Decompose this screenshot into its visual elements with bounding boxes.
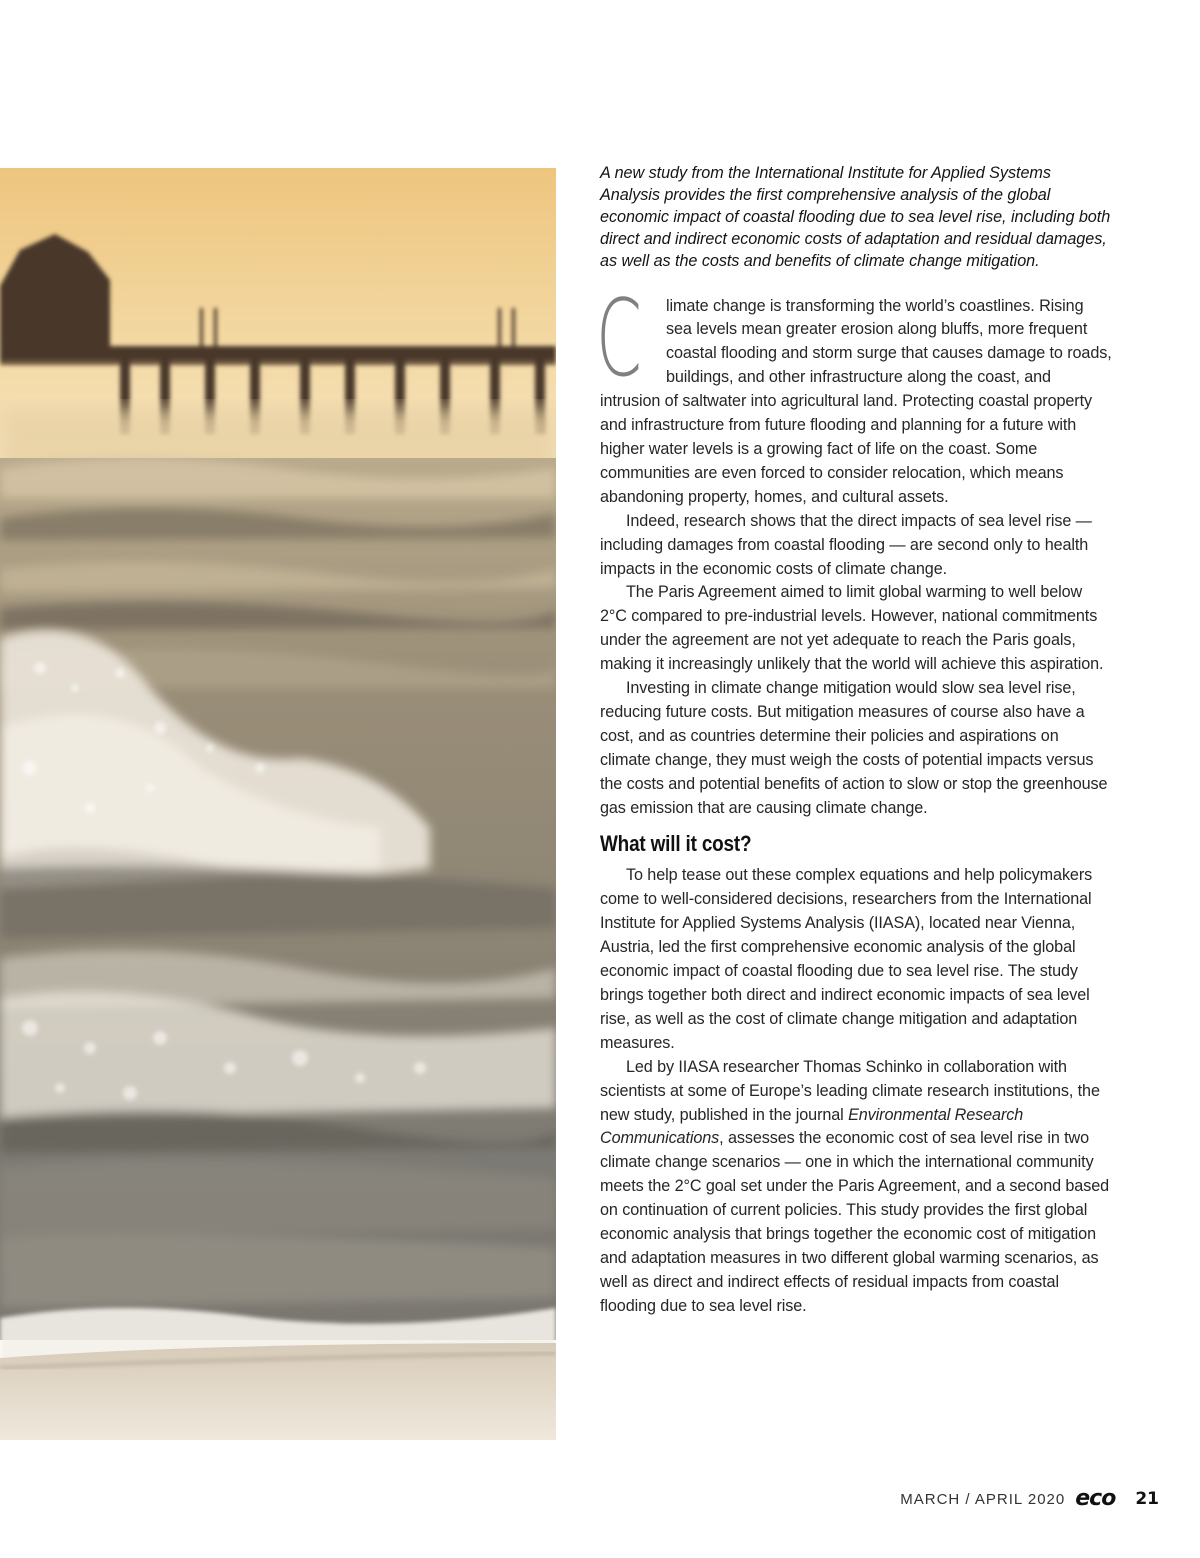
article-body (596, 276, 1112, 1319)
page-footer (900, 1487, 1159, 1511)
paragraph-1-text: limate change is transforming the world’s coastlines. Rising sea levels mean greater erosion along bluffs, more frequent coastal flooding and storm surge that causes damage to roads, buildings, and other infrastructure along the coast, and intrusion of saltwater into agricultural land. Protecting coastal property and infrastructure from future flooding and planning for a future with higher water levels is a growing fact of life on the coast. Some communities are even forced to consider relocation, which means abandoning property, homes, and cultural assets. (600, 296, 1112, 506)
journal-title: Environmental Research Communications (600, 1105, 1024, 1148)
article-deck: A new study from the International Institute for Applied Systems Analysis provides the first comprehensive analysis of the global economic impact of coastal flooding due to sea level rise, including both direct and indirect economic costs of adaptation and residual damages, as well as the costs and benefits of climate change mitigation. (600, 164, 1111, 270)
coastal-pier-photo (0, 168, 556, 1440)
paragraph-2: Indeed, research shows that the direct impacts of sea level rise — including damages from coastal flooding — are second only to health impacts in the economic costs of climate change. (600, 511, 1092, 578)
drop-cap: C (596, 276, 642, 400)
section-heading: What will it cost? (600, 831, 752, 857)
paragraph-4: Investing in climate change mitigation would slow sea level rise, reducing future costs. But mitigation measures of course also have a cost, and as countries determine their policies and aspirations on climate change, they must weigh the costs of potential impacts versus the costs and potential benefits of action to slow or stop the greenhouse gas emission that are causing climate change. (600, 679, 1108, 817)
magazine-logo: eco (1075, 1486, 1116, 1511)
paragraph-1 (596, 276, 1112, 510)
paragraph-6-text-b: , assesses the economic cost of sea level rise in two climate change scenarios — one in which the international community meets the 2°C goal set under the Paris Agreement, and a second based on continuation of current policies. This study provides the first global economic analysis that brings together the economic cost of mitigation and adaptation measures in two different global warming scenarios, as well as direct and indirect effects of residual impacts from coastal flooding due to sea level rise. (600, 1129, 1110, 1315)
paragraph-5: To help tease out these complex equations and help policymakers come to well-considered decisions, researchers from the International Institute for Applied Systems Analysis (IIASA), located near Vienna, Austria, led the first comprehensive economic analysis of the global economic impact of coastal flooding due to sea level rise. The study brings together both direct and indirect economic impacts of sea level rise, as well as the cost of climate change mitigation and adaptation measures. (600, 866, 1093, 1052)
issue-date: MARCH / APRIL 2020 (900, 1490, 1066, 1508)
paragraph-6-text-a: Led by IIASA researcher Thomas Schinko in collaboration with scientists at some of Europe’s leading climate research institutions, the new study, published in the journal (600, 1057, 1100, 1124)
paragraph-6 (600, 1056, 1112, 1319)
article-column (596, 163, 1112, 1319)
paragraph-3: The Paris Agreement aimed to limit global warming to well below 2°C compared to pre-industrial levels. However, national commitments under the agreement are not yet adequate to reach the Paris goals, making it increasingly unlikely that the world will achieve this aspiration. (600, 583, 1104, 674)
page-number: 21 (1135, 1489, 1159, 1509)
